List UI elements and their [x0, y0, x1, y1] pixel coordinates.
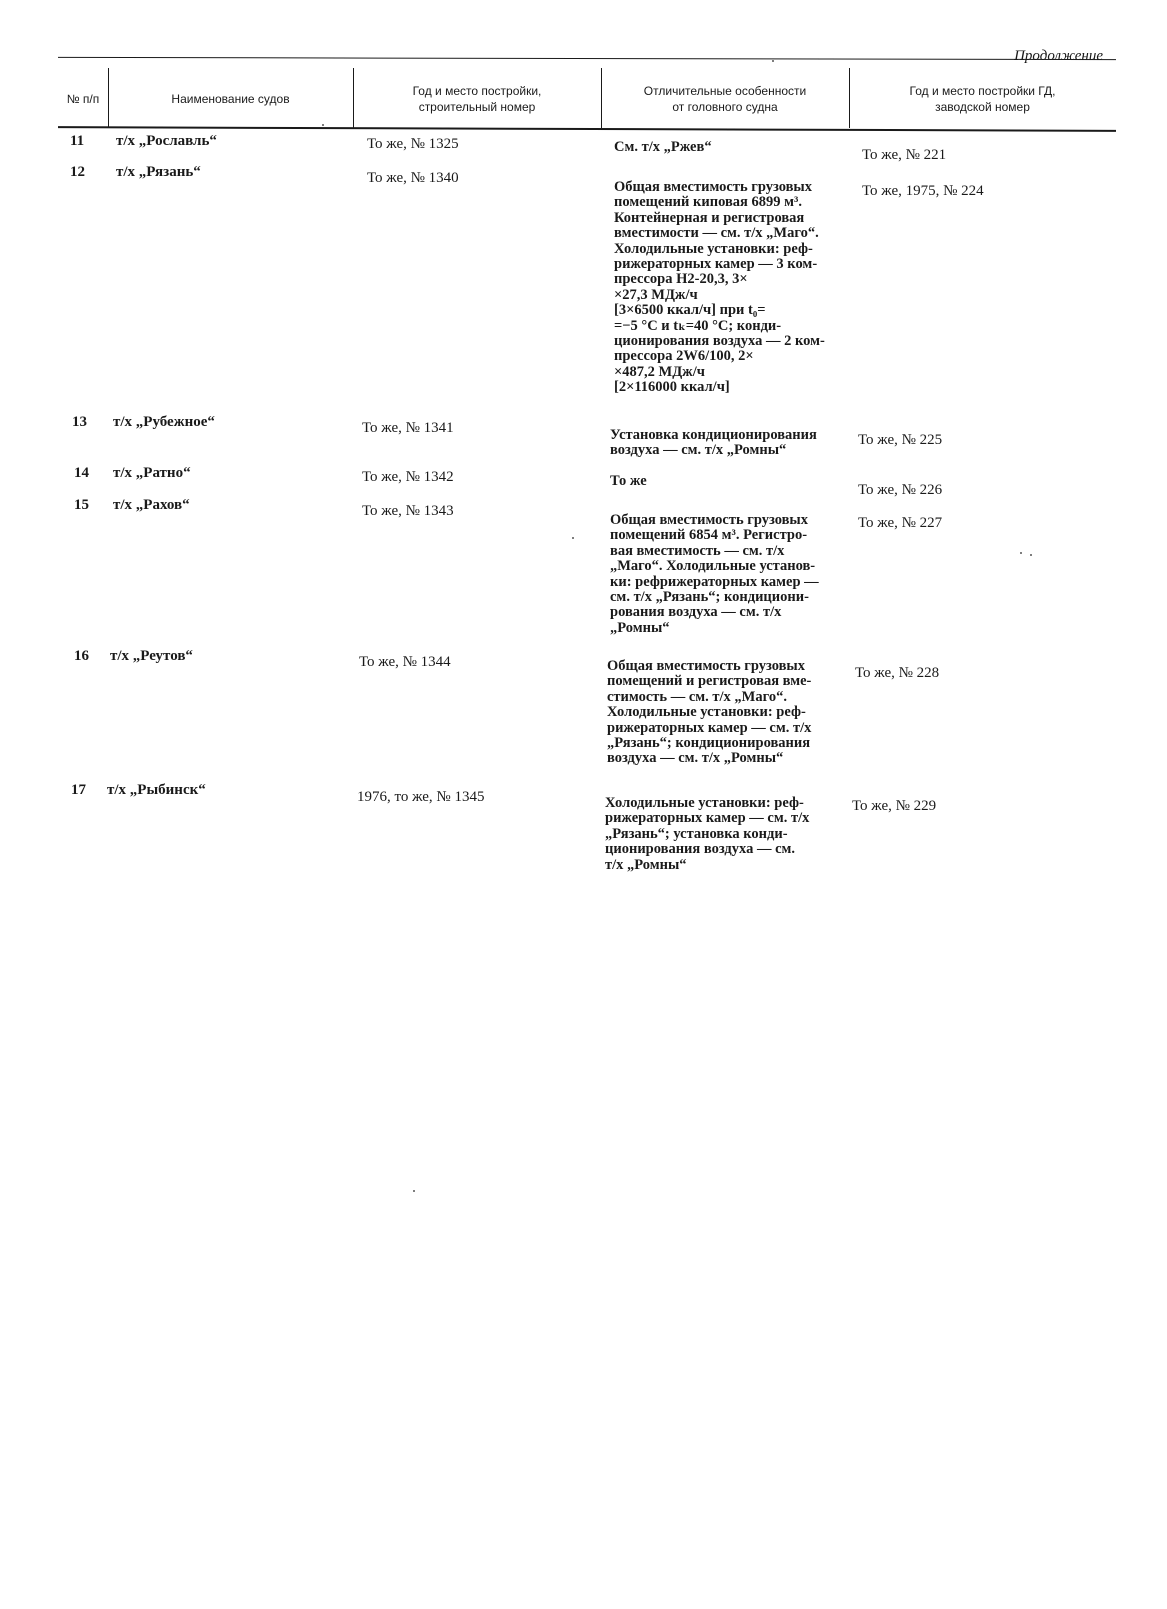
column-header-number: № п/п — [66, 92, 100, 106]
row-number: 16 — [74, 648, 89, 664]
build-info: То же, № 1341 — [362, 420, 454, 436]
features: Общая вместимость грузовых помещений и регистровая вме- стимость — см. т/х „Маго“. Холодильные установки: реф- рижераторных камер — см. т/х „Рязань“; кондиционирования воздуха — см. т/х „Ромны“ — [607, 658, 812, 767]
build-info: То же, № 1344 — [359, 654, 451, 670]
scan-speck — [1020, 552, 1022, 554]
features: Установка кондиционирования воздуха — см. т/х „Ромны“ — [610, 427, 817, 459]
engine-info: То же, № 227 — [858, 515, 943, 531]
engine-info: То же, № 229 — [852, 798, 937, 814]
build-info: То же, № 1343 — [362, 503, 454, 519]
ship-name: т/х „Рыбинск“ — [107, 782, 206, 798]
column-header-build: Год и место постройки, строительный номер — [412, 84, 542, 114]
scan-speck — [772, 60, 774, 62]
scan-speck — [322, 124, 324, 126]
scan-speck — [413, 1190, 415, 1192]
column-header-engine: Год и место постройки ГД, заводской номер — [909, 84, 1056, 114]
engine-info: То же, № 228 — [855, 665, 940, 681]
build-info: 1976, то же, № 1345 — [357, 789, 485, 805]
ship-name: т/х „Ратно“ — [113, 465, 191, 481]
column-header-features: Отличительные особенности от головного судна — [643, 84, 807, 114]
scan-speck — [572, 537, 574, 539]
engine-info: То же, № 221 — [862, 147, 947, 163]
ship-name: т/х „Реутов“ — [110, 648, 193, 664]
features: Общая вместимость грузовых помещений 6854 м³. Регистро- вая вместимость — см. т/х „Маго“. Холодильные установ- ки: рефрижераторных камер — см. т/х „Рязань“; кондициони- рования воздуха — см. т/х „Ромны“ — [610, 512, 819, 636]
build-info: То же, № 1325 — [367, 136, 459, 152]
features: Холодильные установки: реф- рижераторных камер — см. т/х „Рязань“; установка конди- ционирования воздуха — см. т/х „Ромны“ — [605, 795, 810, 873]
features: То же — [610, 473, 647, 489]
column-header-ship-name: Наименование судов — [171, 92, 290, 106]
ship-name: т/х „Рубежное“ — [113, 414, 215, 430]
row-number: 11 — [70, 133, 85, 149]
row-number: 12 — [70, 164, 85, 180]
engine-info: То же, № 226 — [858, 482, 943, 498]
row-number: 17 — [71, 782, 86, 798]
table-top-rule — [58, 57, 1116, 60]
ship-name: т/х „Рахов“ — [113, 497, 190, 513]
row-number: 13 — [72, 414, 87, 430]
continued-label: Продолжение — [1014, 48, 1103, 64]
ship-name: т/х „Рязань“ — [116, 164, 201, 180]
ship-name: т/х „Рославль“ — [116, 133, 217, 149]
scan-speck — [1030, 554, 1032, 556]
features: Общая вместимость грузовых помещений киповая 6899 м³. Контейнерная и регистровая вместимости — см. т/х „Маго“. Холодильные установки: реф- рижераторных камер — 3 ком- прессора Н2-20,3, 3× ×27,3 МДж/ч [3×6500 ккал/ч] при t₀= =−5 °С и tₖ=40 °С; конди- ционирования воздуха — 2 ком- прессора 2W6/100, 2× ×487,2 МДж/ч [2×116000 ккал/ч] — [614, 179, 825, 396]
features: См. т/х „Ржев“ — [614, 139, 712, 155]
engine-info: То же, № 225 — [858, 432, 943, 448]
build-info: То же, № 1342 — [362, 469, 454, 485]
build-info: То же, № 1340 — [367, 170, 459, 186]
row-number: 15 — [74, 497, 89, 513]
engine-info: То же, 1975, № 224 — [862, 183, 984, 199]
row-number: 14 — [74, 465, 89, 481]
